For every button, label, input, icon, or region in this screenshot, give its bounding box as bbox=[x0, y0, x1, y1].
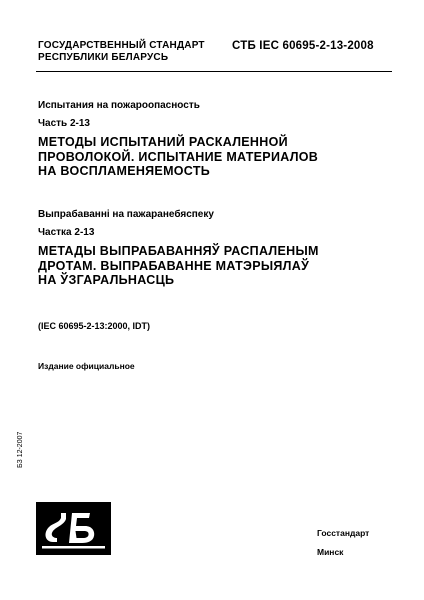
publisher-name: Госстандарт bbox=[317, 528, 370, 538]
russian-part: Часть 2-13 bbox=[38, 118, 90, 129]
russian-title-line: ПРОВОЛОКОЙ. ИСПЫТАНИЕ МАТЕРИАЛОВ bbox=[38, 149, 319, 164]
belarusian-series: Выпрабаванні на пажаранебяспеку bbox=[38, 209, 214, 220]
publisher-city: Минск bbox=[317, 547, 344, 557]
russian-series: Испытания на пожароопасность bbox=[38, 100, 200, 111]
belarusian-title-line: НА ЎЗГАРАЛЬНАСЦЬ bbox=[38, 273, 175, 287]
issuer-line-1: ГОСУДАРСТВЕННЫЙ СТАНДАРТ bbox=[38, 40, 205, 51]
belarusian-title-line: МЕТАДЫ ВЫПРАБАВАННЯЎ РАСПАЛЕНЫМ bbox=[38, 244, 319, 258]
issuer-header bbox=[38, 40, 205, 64]
belarusian-title-block bbox=[38, 209, 398, 288]
russian-title-line: МЕТОДЫ ИСПЫТАНИЙ РАСКАЛЕННОЙ bbox=[38, 135, 288, 149]
russian-title-block bbox=[38, 100, 398, 179]
international-standard-ref: (IEC 60695-2-13:2000, IDT) bbox=[38, 321, 151, 331]
issuer-line-2: РЕСПУБЛИКИ БЕЛАРУСЬ bbox=[38, 52, 169, 63]
publisher-block bbox=[317, 524, 369, 562]
edition-label: Издание официальное bbox=[38, 361, 135, 371]
header-rule bbox=[36, 71, 392, 72]
russian-title-line: НА ВОСПЛАМЕНЯЕМОСТЬ bbox=[38, 164, 211, 178]
belarusian-part: Частка 2-13 bbox=[38, 227, 95, 238]
stb-logo-icon bbox=[36, 502, 111, 555]
belarusian-title-line: ДРОТАМ. ВЫПРАБАВАННЕ МАТЭРЫЯЛАЎ bbox=[38, 258, 310, 273]
standard-designation: СТБ IEC 60695-2-13-2008 bbox=[232, 40, 374, 52]
side-code: БЗ 12-2007 bbox=[17, 431, 24, 468]
russian-title bbox=[38, 135, 398, 179]
belarusian-title bbox=[38, 244, 398, 288]
